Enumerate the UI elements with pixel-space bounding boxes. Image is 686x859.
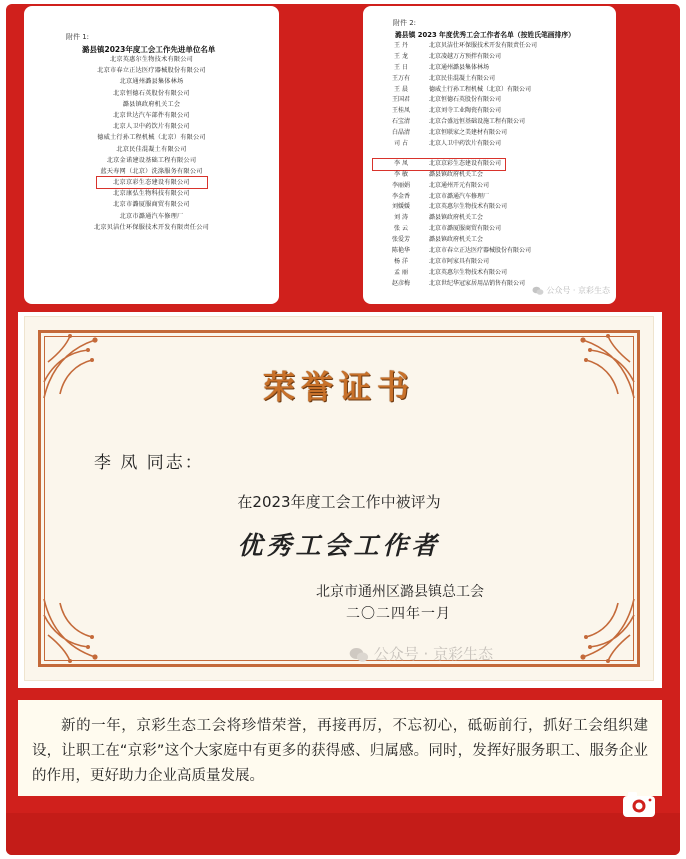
worker-row-wrapper	[373, 150, 610, 170]
certificate-citation: 在2023年度工会工作中被评为	[237, 493, 441, 511]
worker-row	[373, 224, 610, 235]
worker-row	[373, 139, 610, 150]
worker-organization: 北京通州开元有限公司	[429, 181, 490, 189]
certificate-title: 荣誉证书	[262, 368, 415, 406]
worker-organization: 潞县镇政府机关工会	[429, 170, 484, 178]
worker-name: 赵彦梅	[391, 279, 410, 287]
worker-name: 杨 洋	[394, 257, 408, 265]
unit-row: 北京市潞通汽车修理厂	[119, 212, 184, 220]
worker-name: 王桂凤	[391, 107, 410, 115]
worker-row	[373, 268, 610, 279]
worker-organization: 北京市阿家具有限公司	[429, 257, 490, 265]
unit-row: 北京康弘生物科技有限公司	[113, 190, 190, 198]
document-heading: 潞县镇2023年度工会工作先进单位名单	[82, 45, 216, 54]
worker-row	[373, 202, 610, 213]
certificate-issuer: 北京市通州区潞县镇总工会	[316, 584, 484, 600]
units-list	[24, 54, 279, 233]
worker-name: 李丽娟	[391, 181, 410, 189]
worker-row	[373, 95, 610, 106]
worker-organization: 北京刘寺工业陶瓷有限公司	[429, 107, 502, 115]
worker-name: 王 丹	[394, 42, 408, 49]
worker-organization: 北京民佳混凝土有限公司	[429, 74, 496, 82]
worker-row	[373, 106, 610, 117]
worker-organization: 北京市潞通汽车修理厂	[429, 192, 490, 200]
unit-row: 蓝天寿网（北京）洗涤服务有限公司	[100, 167, 203, 175]
worker-name: 刘 涛	[394, 214, 408, 222]
worker-organization: 潞县镇政府机关工会	[429, 214, 484, 222]
worker-name: 王万有	[391, 74, 410, 82]
worker-name: 石宝清	[391, 118, 410, 126]
worker-row	[373, 85, 610, 96]
worker-row	[373, 192, 610, 203]
worker-row	[373, 246, 610, 257]
annex-label: 附件 1:	[66, 33, 90, 41]
worker-name: 白晶清	[391, 129, 410, 137]
closing-paragraph: 新的一年，京彩生态工会将珍惜荣誉，再接再厉，不忘初心，砥砺前行，抓好工会组织建设，让职工在“京彩”这个大家庭中有更多的获得感、归属感。同时，发挥好服务职工、服务企业的作用，更好助力企业高质量发展。	[32, 718, 648, 784]
certificate	[24, 316, 654, 681]
certificate-award: 优秀工会工作者	[237, 531, 441, 560]
worker-organization: 北京恒德石英股份有限公司	[429, 96, 502, 104]
annex-label: 附件 2:	[393, 19, 417, 27]
advanced-units-document[interactable]	[24, 6, 279, 304]
worker-name: 司 占	[394, 140, 408, 148]
wechat-icon	[349, 647, 369, 663]
corner-ornament-bottom-left	[40, 595, 130, 665]
worker-organization: 北京贝洁仕环保服技术开发有限责任公司	[429, 42, 538, 49]
outstanding-workers-document[interactable]	[363, 6, 616, 304]
worker-name: 张 云	[394, 225, 408, 233]
unit-row: 北京世达汽车部件有限公司	[113, 111, 190, 119]
worker-name: 王 晨	[394, 85, 408, 93]
worker-name: 孟 丽	[394, 268, 408, 276]
worker-row	[373, 181, 610, 192]
unit-row: 潞县镇政府机关工会	[122, 100, 181, 108]
unit-row: 德威土行孙工程机械（北京）有限公司	[97, 134, 206, 142]
worker-organization: 北京凌越万方预拌有限公司	[429, 52, 502, 60]
watermark-small	[532, 285, 610, 296]
worker-organization: 北京恒联家之美建材有限公司	[429, 129, 508, 137]
workers-list	[373, 41, 610, 290]
frame-bottom-band	[6, 813, 680, 855]
worker-name: 王 日	[394, 63, 408, 71]
worker-row	[373, 128, 610, 139]
worker-row	[373, 257, 610, 268]
document-heading: 潞县镇 2023 年度优秀工会工作者名单（按姓氏笔画排序）	[395, 31, 575, 39]
worker-row	[373, 170, 610, 181]
watermark-text: 公众号 · 京彩生态	[373, 645, 494, 663]
highlighted-unit-row: 北京京彩生态建设有限公司	[97, 177, 207, 188]
corner-ornament-bottom-right	[548, 595, 638, 665]
worker-name: 李金香	[391, 192, 410, 200]
certificate-date: 二〇二四年一月	[346, 606, 451, 622]
worker-name: 刘媛媛	[391, 203, 410, 211]
unit-row: 北京通州潞县集体林场	[119, 78, 184, 86]
watermark-big	[349, 643, 493, 664]
worker-organization: 潞县镇政府机关工会	[429, 236, 484, 244]
watermark-text: 公众号 · 京彩生态	[546, 286, 610, 295]
unit-row: 北京人卫中药饮片有限公司	[113, 123, 190, 131]
worker-name: 王国君	[391, 96, 410, 104]
worker-row	[373, 74, 610, 85]
worker-row	[373, 235, 610, 246]
worker-organization: 北京世纪华冠家居用品销售有限公司	[429, 279, 526, 287]
unit-row: 北京贝洁仕环保服技术开发有限责任公司	[94, 223, 209, 231]
worker-row	[373, 63, 610, 74]
worker-row	[373, 41, 610, 52]
highlighted-worker-row	[373, 159, 505, 170]
worker-row	[373, 213, 610, 224]
worker-row	[373, 52, 610, 63]
worker-name: 王 龙	[394, 52, 408, 60]
worker-organization: 北京市春立正达医疗器械股份有限公司	[429, 247, 532, 255]
worker-row	[373, 117, 610, 128]
unit-row: 北京市潞厦服商贸有限公司	[113, 201, 190, 209]
certificate-card[interactable]	[18, 312, 662, 688]
wechat-icon	[532, 286, 544, 296]
closing-paragraph-box	[18, 700, 662, 796]
worker-organization: 北京人卫中药饮片有限公司	[429, 140, 502, 148]
worker-organization: 北京英惠尔生物技术有限公司	[429, 268, 508, 276]
worker-name: 张爱芳	[391, 236, 410, 244]
worker-organization: 北京京彩生态建设有限公司	[429, 159, 502, 167]
certificate-recipient: 李 凤 同志：	[94, 453, 204, 473]
worker-organization: 北京英惠尔生物技术有限公司	[429, 203, 508, 211]
worker-name: 李 凤	[394, 159, 408, 167]
worker-organization: 北京通州潞县集体林场	[429, 63, 490, 71]
worker-organization: 德威土行孙工程机械（北京）有限公司	[429, 85, 532, 93]
camera-icon[interactable]	[622, 790, 656, 818]
unit-row: 北京民佳混凝土有限公司	[116, 145, 187, 153]
unit-row: 北京金诺建设基础工程有限公司	[106, 156, 197, 164]
worker-organization: 北京市潞厦服商贸有限公司	[429, 225, 502, 233]
worker-name: 陈艳华	[391, 247, 410, 255]
worker-name: 李 敏	[394, 170, 408, 178]
unit-row: 北京恒德石英股份有限公司	[113, 89, 190, 97]
unit-row: 北京英惠尔生物技术有限公司	[109, 56, 194, 63]
worker-organization: 北京合盛远恒基础设施工程有限公司	[429, 118, 526, 126]
unit-row: 北京市春立正达医疗器械股份有限公司	[97, 67, 206, 75]
